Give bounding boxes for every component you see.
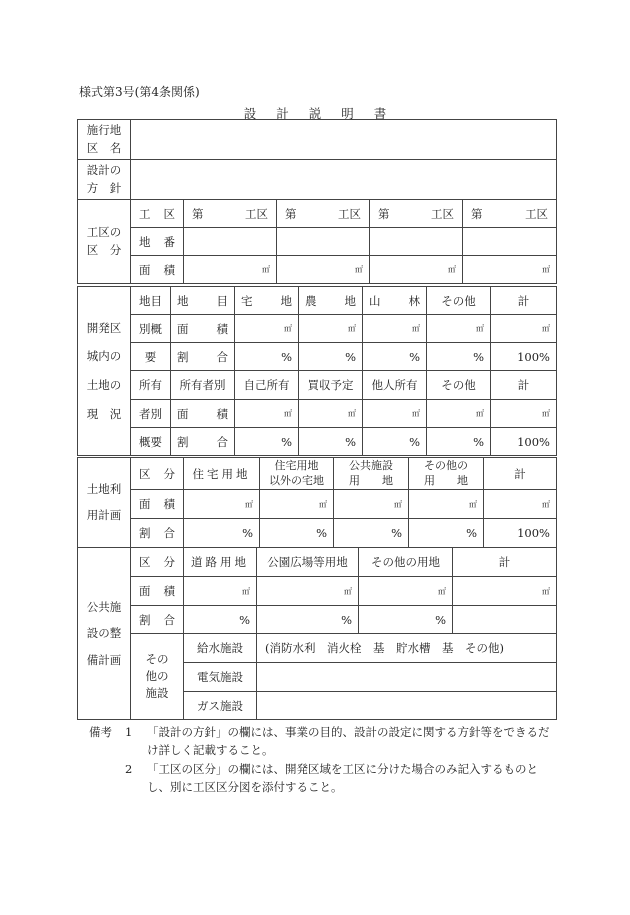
chiban-cell[interactable] (184, 228, 277, 256)
menseki-cell[interactable]: ㎡ (334, 490, 409, 519)
notes-section (89, 723, 559, 797)
menseki-cell[interactable]: ㎡ (235, 315, 299, 343)
note-number: 1 (125, 725, 133, 739)
kouku-cell[interactable]: 第 工区 (463, 200, 557, 228)
shoyu-sub-label: 所有 (131, 371, 171, 400)
note-text: 「設計の方針」の欄には、事業の目的、設計の設定に関する方針等をできるだけ詳しく記載すること。 (147, 725, 550, 757)
sonota-header: その他の用地 (359, 548, 453, 577)
wariai-cell[interactable]: % (359, 606, 453, 634)
kyusui-field[interactable]: (消防水利 消火栓 基 貯水槽 基 その他) (257, 634, 557, 663)
tanin-header: 他人所有 (363, 371, 427, 400)
kouku-cell[interactable]: 第 工区 (184, 200, 277, 228)
wariai-total-cell[interactable] (453, 606, 557, 634)
chimoku-header: 地 目 (171, 287, 235, 315)
note-item (89, 723, 559, 759)
wariai-total-cell: 100% (491, 343, 557, 371)
jutaku-header: 住宅用地 (184, 458, 260, 490)
gas-field[interactable] (257, 692, 557, 720)
wariai-cell[interactable]: % (184, 519, 260, 548)
koen-header: 公園広場等用地 (257, 548, 359, 577)
menseki-row-label: 面 積 (131, 577, 184, 606)
chiban-cell[interactable] (277, 228, 370, 256)
shikochi-field[interactable] (131, 120, 557, 160)
chiban-cell[interactable] (463, 228, 557, 256)
menseki-cell[interactable]: ㎡ (299, 400, 363, 428)
kouku-cell[interactable]: 第 工区 (277, 200, 370, 228)
kyusui-label: 給水施設 (184, 634, 257, 663)
notes-heading: 備考 (89, 725, 112, 739)
menseki-cell[interactable]: ㎡ (453, 577, 557, 606)
baishu-header: 買収予定 (299, 371, 363, 400)
menseki-cell[interactable]: ㎡ (491, 400, 557, 428)
sanrin-header: 山 林 (363, 287, 427, 315)
kei-header: 計 (484, 458, 557, 490)
menseki-cell[interactable]: ㎡ (370, 256, 463, 284)
menseki-cell[interactable]: ㎡ (363, 315, 427, 343)
wariai-total-cell: 100% (484, 519, 557, 548)
menseki-cell[interactable]: ㎡ (235, 400, 299, 428)
wariai-cell[interactable]: % (260, 519, 334, 548)
chimoku-sub-label: 地目 (131, 287, 171, 315)
houshin-field[interactable] (131, 160, 557, 200)
gas-label: ガス施設 (184, 692, 257, 720)
wariai-cell[interactable]: % (235, 343, 299, 371)
wariai-row-label: 割 合 (171, 343, 235, 371)
menseki-cell[interactable]: ㎡ (299, 315, 363, 343)
section-kokyo-table (77, 547, 557, 720)
denki-field[interactable] (257, 663, 557, 692)
chiban-cell[interactable] (370, 228, 463, 256)
kouku-label: 工区の 区 分 (78, 200, 131, 284)
kubun-row-label: 区 分 (131, 548, 184, 577)
menseki-cell[interactable]: ㎡ (184, 256, 277, 284)
shoyu-sub-label: 概要 (131, 428, 171, 456)
kaihatsu-label: 開発区 城内の 土地の 現 況 (78, 287, 131, 456)
wariai-cell[interactable]: % (257, 606, 359, 634)
menseki-cell[interactable]: ㎡ (184, 490, 260, 519)
menseki-cell[interactable]: ㎡ (184, 577, 257, 606)
takuchi-header: 宅 地 (235, 287, 299, 315)
menseki-row-label: 面 積 (171, 400, 235, 428)
menseki-row-label: 面 積 (171, 315, 235, 343)
kei-header: 計 (491, 371, 557, 400)
shikochi-label: 施行地 区 名 (78, 120, 131, 160)
menseki-row-label: 面 積 (131, 490, 184, 519)
note-number: 2 (125, 762, 133, 776)
note-text: 「工区の区分」の欄には、開発区域を工区に分けた場合のみ記入するものとし、別に工区区分図を添付すること。 (147, 762, 538, 794)
shoyusha-header: 所有者別 (171, 371, 235, 400)
wariai-cell[interactable]: % (409, 519, 484, 548)
menseki-cell[interactable]: ㎡ (359, 577, 453, 606)
menseki-cell[interactable]: ㎡ (260, 490, 334, 519)
menseki-cell[interactable]: ㎡ (409, 490, 484, 519)
wariai-cell[interactable]: % (427, 428, 491, 456)
wariai-row-label: 割 合 (171, 428, 235, 456)
menseki-cell[interactable]: ㎡ (427, 400, 491, 428)
wariai-cell[interactable]: % (299, 428, 363, 456)
wariai-cell[interactable]: % (299, 343, 363, 371)
wariai-total-cell: 100% (491, 428, 557, 456)
sonota-header: その他 (427, 287, 491, 315)
section-tochi-table (77, 457, 557, 548)
wariai-cell[interactable]: % (235, 428, 299, 456)
chimoku-sub-label: 要 (131, 343, 171, 371)
section-kouku-table (77, 119, 557, 284)
form-number: 様式第3号(第4条関係) (79, 85, 200, 99)
section-kaihatsu-table (77, 286, 557, 456)
menseki-cell[interactable]: ㎡ (363, 400, 427, 428)
wariai-cell[interactable]: % (363, 428, 427, 456)
menseki-cell[interactable]: ㎡ (257, 577, 359, 606)
wariai-row-label: 割 合 (131, 606, 184, 634)
wariai-cell[interactable]: % (334, 519, 409, 548)
sonota-header: その他 (427, 371, 491, 400)
chimoku-sub-label: 別概 (131, 315, 171, 343)
tochi-label: 土地利 用計画 (78, 458, 131, 548)
jutaku-igai-header: 住宅用地 以外の宅地 (260, 458, 334, 490)
wariai-cell[interactable]: % (427, 343, 491, 371)
wariai-row-label: 割 合 (131, 519, 184, 548)
menseki-row-label: 面 積 (131, 256, 184, 284)
houshin-label: 設計の 方 針 (78, 160, 131, 200)
kei-header: 計 (453, 548, 557, 577)
other-facilities-label: その 他の 施設 (131, 634, 184, 720)
denki-label: 電気施設 (184, 663, 257, 692)
kokyo-yochi-header: 公共施設 用 地 (334, 458, 409, 490)
kubun-row-label: 区 分 (131, 458, 184, 490)
menseki-cell[interactable]: ㎡ (463, 256, 557, 284)
kei-header: 計 (491, 287, 557, 315)
wariai-cell[interactable]: % (184, 606, 257, 634)
document-title: 設計説明書 (243, 106, 407, 121)
nouchi-header: 農 地 (299, 287, 363, 315)
jiko-header: 自己所有 (235, 371, 299, 400)
doro-header: 道路用地 (184, 548, 257, 577)
wariai-cell[interactable]: % (363, 343, 427, 371)
menseki-cell[interactable]: ㎡ (491, 315, 557, 343)
menseki-cell[interactable]: ㎡ (427, 315, 491, 343)
kokyo-label: 公共施 設の整 備計画 (78, 548, 131, 720)
shoyu-sub-label: 者別 (131, 400, 171, 428)
kouku-cell[interactable]: 第 工区 (370, 200, 463, 228)
sonota-yochi-header: その他の 用 地 (409, 458, 484, 490)
menseki-cell[interactable]: ㎡ (277, 256, 370, 284)
menseki-cell[interactable]: ㎡ (484, 490, 557, 519)
chiban-row-label: 地 番 (131, 228, 184, 256)
note-item (89, 760, 559, 796)
kouku-row-label: 工 区 (131, 200, 184, 228)
